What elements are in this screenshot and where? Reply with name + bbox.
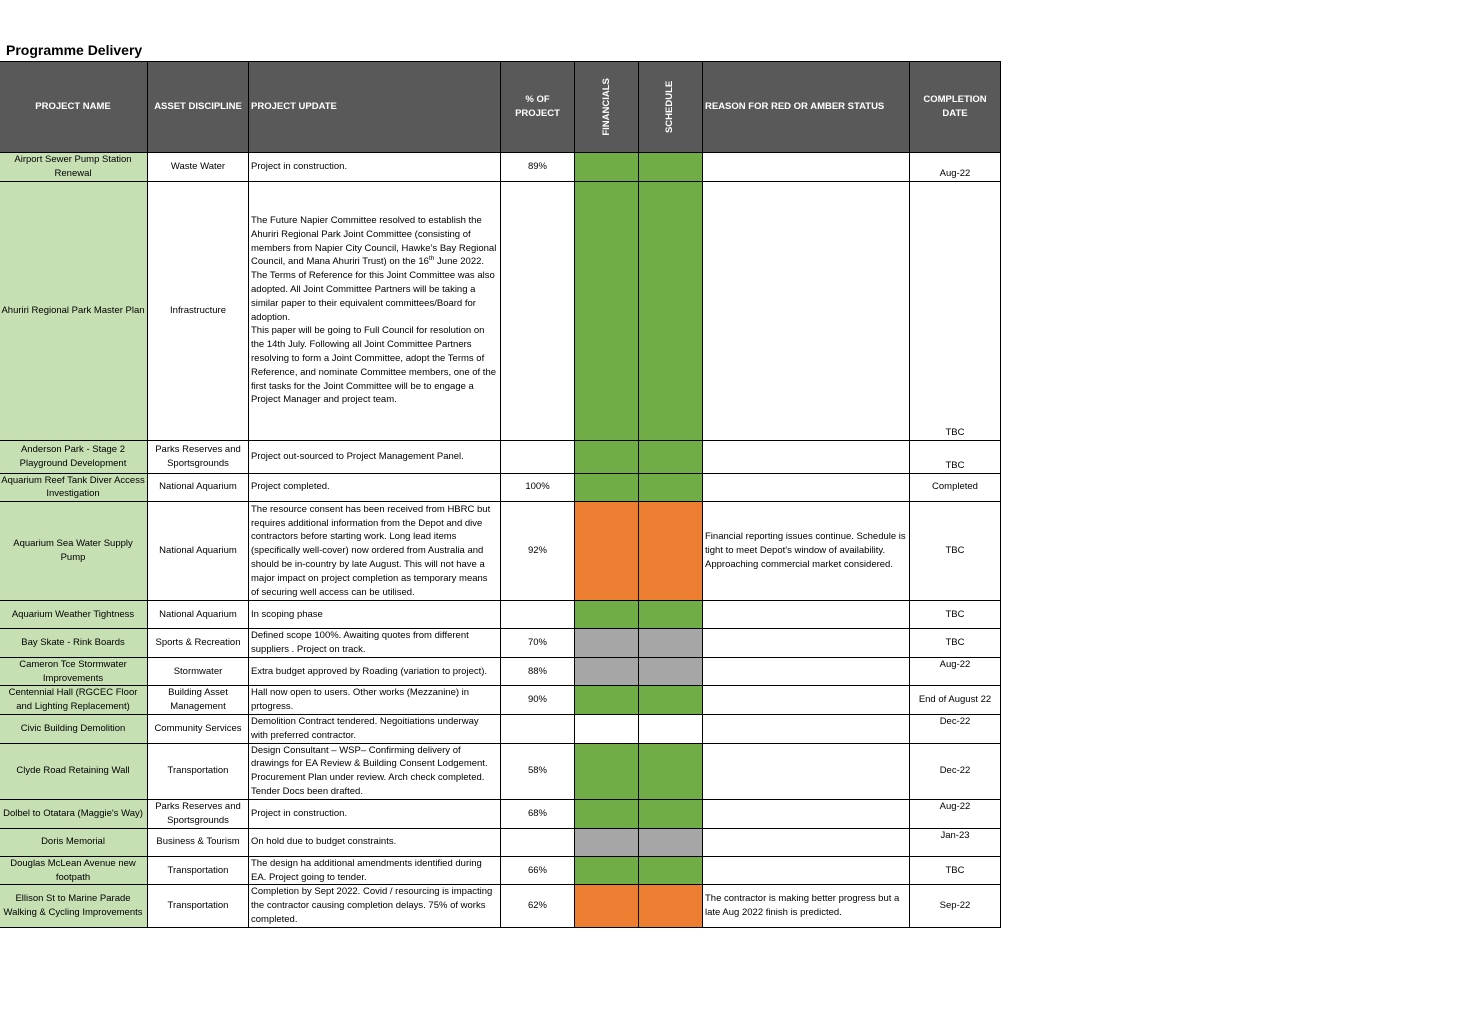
completion-date-cell: Jan-23	[910, 828, 1001, 856]
percent-cell	[501, 440, 575, 473]
reason-cell	[703, 686, 910, 715]
percent-cell: 62%	[501, 885, 575, 927]
update-superscript: th	[428, 255, 435, 263]
completion-date-cell: TBC	[910, 502, 1001, 601]
reason-cell	[703, 181, 910, 440]
financials-status-cell	[575, 743, 639, 799]
project-name-cell: Doris Memorial	[0, 828, 148, 856]
schedule-status-cell	[639, 856, 703, 885]
percent-cell: 66%	[501, 856, 575, 885]
asset-discipline-cell: Infrastructure	[148, 181, 249, 440]
table-row	[0, 153, 1001, 182]
project-update-cell: Hall now open to users. Other works (Mezzanine) in prtogress.	[249, 686, 501, 715]
project-update-cell: The resource consent has been received from HBRC but requires additional information from the Depot and dive contractors before starting work. Long lead items (specifically well-cover) now ordered from Australia and should be in-country by late August. This will not have a major impact on project completion as temporary means of securing well access can be utilised.	[249, 502, 501, 601]
financials-status-cell	[575, 799, 639, 828]
percent-cell: 58%	[501, 743, 575, 799]
project-update-cell: Extra budget approved by Roading (variation to project).	[249, 657, 501, 686]
project-name-cell: Civic Building Demolition	[0, 714, 148, 743]
completion-date-cell: TBC	[910, 856, 1001, 885]
project-update-cell: Design Consultant – WSP– Confirming delivery of drawings for EA Review & Building Consent Lodgement. Procurement Plan under review. Arch check completed. Tender Docs been drafted.	[249, 743, 501, 799]
schedule-status-cell	[639, 440, 703, 473]
completion-date-cell: TBC	[910, 440, 1001, 473]
financials-status-cell	[575, 885, 639, 927]
reason-cell	[703, 714, 910, 743]
project-update-cell: Project completed.	[249, 473, 501, 502]
completion-date-cell: End of August 22	[910, 686, 1001, 715]
asset-discipline-cell: Building Asset Management	[148, 686, 249, 715]
completion-date-cell: Dec-22	[910, 743, 1001, 799]
update-text: The Terms of Reference for this Joint Committee was also adopted. All Joint Committee Partners will be taking a similar paper to their equivalent committees/Board for adoption.	[251, 270, 495, 323]
completion-date-cell: TBC	[910, 629, 1001, 658]
reason-cell	[703, 440, 910, 473]
col-header-project-update: PROJECT UPDATE	[249, 62, 501, 153]
percent-cell: 90%	[501, 686, 575, 715]
completion-date-cell: Dec-22	[910, 714, 1001, 743]
percent-cell: 68%	[501, 799, 575, 828]
schedule-status-cell	[639, 181, 703, 440]
project-name-cell: Aquarium Sea Water Supply Pump	[0, 502, 148, 601]
percent-cell	[501, 714, 575, 743]
schedule-status-cell	[639, 629, 703, 658]
project-update-cell: Project out-sourced to Project Management Panel.	[249, 440, 501, 473]
table-row	[0, 828, 1001, 856]
table-row	[0, 799, 1001, 828]
project-update-cell: On hold due to budget constraints.	[249, 828, 501, 856]
col-header-project-name: PROJECT NAME	[0, 62, 148, 153]
project-name-cell: Anderson Park - Stage 2 Playground Development	[0, 440, 148, 473]
financials-status-cell	[575, 657, 639, 686]
table-row	[0, 714, 1001, 743]
reason-cell	[703, 856, 910, 885]
update-text: The Future Napier Committee resolved to establish the Ahuriri Regional Park Joint Committee (consisting of members from Napier City Council, Hawke’s Bay Regional Council, and Mana Ahuriri Trust) on the 16	[251, 215, 497, 268]
table-row	[0, 885, 1001, 927]
reason-cell	[703, 473, 910, 502]
table-row	[0, 502, 1001, 601]
asset-discipline-cell: Sports & Recreation	[148, 629, 249, 658]
project-update-cell: Demolition Contract tendered. Negoitiations underway with preferred contractor.	[249, 714, 501, 743]
financials-status-cell	[575, 440, 639, 473]
col-header-financials	[575, 62, 639, 153]
project-update-cell: In scoping phase	[249, 601, 501, 629]
project-name-cell: Ellison St to Marine Parade Walking & Cycling Improvements	[0, 885, 148, 927]
schedule-status-cell	[639, 885, 703, 927]
table-row	[0, 743, 1001, 799]
table-row	[0, 686, 1001, 715]
project-name-cell: Clyde Road Retaining Wall	[0, 743, 148, 799]
reason-cell: The contractor is making better progress but a late Aug 2022 finish is predicted.	[703, 885, 910, 927]
reason-cell: Financial reporting issues continue. Schedule is tight to meet Depot's window of availability. Approaching commercial market considered.	[703, 502, 910, 601]
completion-date-cell: Completed	[910, 473, 1001, 502]
schedule-status-cell	[639, 502, 703, 601]
percent-cell: 100%	[501, 473, 575, 502]
project-name-cell: Ahuriri Regional Park Master Plan	[0, 181, 148, 440]
schedule-status-cell	[639, 657, 703, 686]
project-name-cell: Bay Skate - Rink Boards	[0, 629, 148, 658]
project-name-cell: Airport Sewer Pump Station Renewal	[0, 153, 148, 182]
schedule-status-cell	[639, 828, 703, 856]
asset-discipline-cell: Transportation	[148, 743, 249, 799]
completion-date-cell: Aug-22	[910, 153, 1001, 182]
financials-status-cell	[575, 629, 639, 658]
percent-cell: 89%	[501, 153, 575, 182]
financials-label: FINANCIALS	[600, 78, 612, 136]
schedule-status-cell	[639, 601, 703, 629]
completion-date-cell: Sep-22	[910, 885, 1001, 927]
project-name-cell: Cameron Tce Stormwater Improvements	[0, 657, 148, 686]
asset-discipline-cell: Stormwater	[148, 657, 249, 686]
financials-status-cell	[575, 856, 639, 885]
asset-discipline-cell: Community Services	[148, 714, 249, 743]
col-header-asset-discipline: ASSET DISCIPLINE	[148, 62, 249, 153]
reason-cell	[703, 743, 910, 799]
project-update-cell	[249, 181, 501, 440]
table-row	[0, 440, 1001, 473]
financials-status-cell	[575, 181, 639, 440]
asset-discipline-cell: Transportation	[148, 885, 249, 927]
asset-discipline-cell: Waste Water	[148, 153, 249, 182]
update-text: June 2022.	[434, 256, 485, 268]
asset-discipline-cell: Business & Tourism	[148, 828, 249, 856]
reason-cell	[703, 799, 910, 828]
completion-date-cell: TBC	[910, 601, 1001, 629]
schedule-status-cell	[639, 799, 703, 828]
table-row	[0, 856, 1001, 885]
project-update-cell: Completion by Sept 2022. Covid / resourcing is impacting the contractor causing completion delays. 75% of works completed.	[249, 885, 501, 927]
table-row	[0, 657, 1001, 686]
table-row	[0, 473, 1001, 502]
asset-discipline-cell: Transportation	[148, 856, 249, 885]
financials-status-cell	[575, 601, 639, 629]
percent-cell: 88%	[501, 657, 575, 686]
completion-date-cell: Aug-22	[910, 657, 1001, 686]
table-row	[0, 601, 1001, 629]
percent-cell: 70%	[501, 629, 575, 658]
project-update-cell: Project in construction.	[249, 153, 501, 182]
project-name-cell: Centennial Hall (RGCEC Floor and Lighting Replacement)	[0, 686, 148, 715]
reason-cell	[703, 828, 910, 856]
asset-discipline-cell: National Aquarium	[148, 473, 249, 502]
project-name-cell: Aquarium Weather Tightness	[0, 601, 148, 629]
financials-status-cell	[575, 473, 639, 502]
reason-cell	[703, 153, 910, 182]
schedule-label: SCHEDULE	[664, 80, 676, 134]
project-update-cell: Project in construction.	[249, 799, 501, 828]
schedule-status-cell	[639, 743, 703, 799]
programme-table	[0, 61, 1001, 928]
col-header-percent: % OF PROJECT	[501, 62, 575, 153]
asset-discipline-cell: Parks Reserves and Sportsgrounds	[148, 799, 249, 828]
header-row	[0, 62, 1001, 153]
asset-discipline-cell: Parks Reserves and Sportsgrounds	[148, 440, 249, 473]
percent-cell: 92%	[501, 502, 575, 601]
project-name-cell: Aquarium Reef Tank Diver Access Investigation	[0, 473, 148, 502]
completion-date-cell: Aug-22	[910, 799, 1001, 828]
project-name-cell: Douglas McLean Avenue new footpath	[0, 856, 148, 885]
percent-cell	[501, 601, 575, 629]
schedule-status-cell	[639, 473, 703, 502]
asset-discipline-cell: National Aquarium	[148, 601, 249, 629]
financials-status-cell	[575, 714, 639, 743]
asset-discipline-cell: National Aquarium	[148, 502, 249, 601]
project-update-cell: Defined scope 100%. Awaiting quotes from different suppliers . Project on track.	[249, 629, 501, 658]
col-header-reason: REASON FOR RED OR AMBER STATUS	[703, 62, 910, 153]
col-header-completion-date: COMPLETION DATE	[910, 62, 1001, 153]
page-title: Programme Delivery	[6, 42, 143, 58]
completion-date-cell: TBC	[910, 181, 1001, 440]
percent-cell	[501, 828, 575, 856]
reason-cell	[703, 657, 910, 686]
schedule-status-cell	[639, 686, 703, 715]
financials-status-cell	[575, 153, 639, 182]
financials-status-cell	[575, 686, 639, 715]
schedule-status-cell	[639, 153, 703, 182]
reason-cell	[703, 629, 910, 658]
col-header-schedule	[639, 62, 703, 153]
update-text: This paper will be going to Full Council for resolution on the 14th July. Following all Joint Committee Partners resolving to form a Joint Committee, adopt the Terms of Reference, and nominate Committee members, one of the first tasks for the Joint Committee will be to engage a Project Manager and project team.	[251, 325, 497, 406]
reason-cell	[703, 601, 910, 629]
financials-status-cell	[575, 502, 639, 601]
table-row	[0, 181, 1001, 440]
project-update-cell: The design ha additional amendments identified during EA. Project going to tender.	[249, 856, 501, 885]
financials-status-cell	[575, 828, 639, 856]
table-row	[0, 629, 1001, 658]
project-name-cell: Dolbel to Otatara (Maggie's Way)	[0, 799, 148, 828]
percent-cell	[501, 181, 575, 440]
schedule-status-cell	[639, 714, 703, 743]
